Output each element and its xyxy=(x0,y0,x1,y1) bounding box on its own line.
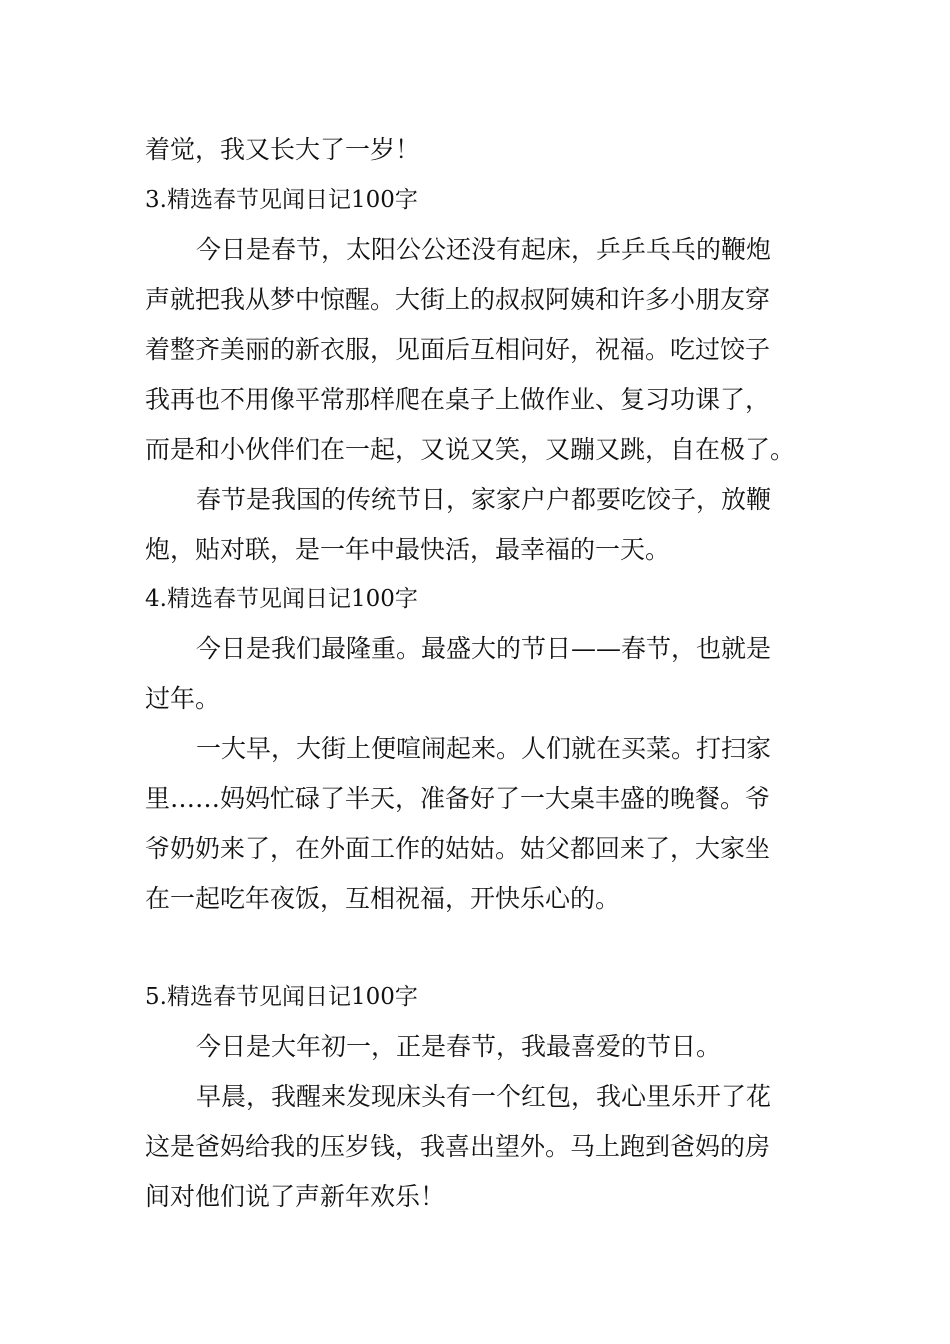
paragraph-line: 炮，贴对联，是一年中最快活，最幸福的一天。 xyxy=(145,535,671,564)
paragraph-line: 声就把我从梦中惊醒。大街上的叔叔阿姨和许多小朋友穿 xyxy=(145,285,771,314)
paragraph-line: 今日是春节，太阳公公还没有起床，乒乒乓乓的鞭炮 xyxy=(196,235,772,264)
paragraph-line: 今日是大年初一，正是春节，我最喜爱的节日。 xyxy=(196,1032,722,1061)
paragraph-line: 间对他们说了声新年欢乐！ xyxy=(145,1182,446,1211)
paragraph-line: 一大早，大街上便喧闹起来。人们就在买菜。打扫家 xyxy=(196,734,772,763)
paragraph-line: 春节是我国的传统节日，家家户户都要吃饺子，放鞭 xyxy=(196,485,772,514)
paragraph-line: 早晨，我醒来发现床头有一个红包，我心里乐开了花 xyxy=(196,1082,772,1111)
paragraph-line: 过年。 xyxy=(145,684,221,713)
paragraph-line: 着觉，我又长大了一岁！ xyxy=(145,135,421,164)
section-heading-4: 4.精选春节见闻日记100字 xyxy=(145,586,418,612)
paragraph-line: 这是爸妈给我的压岁钱，我喜出望外。马上跑到爸妈的房 xyxy=(145,1132,771,1161)
paragraph-line: 而是和小伙伴们在一起，又说又笑，又蹦又跳，自在极了。 xyxy=(145,435,796,464)
paragraph-line: 我再也不用像平常那样爬在桌子上做作业、复习功课了， xyxy=(145,385,771,414)
section-heading-5: 5.精选春节见闻日记100字 xyxy=(145,984,418,1010)
paragraph-line: 里……妈妈忙碌了半天，准备好了一大桌丰盛的晚餐。爷 xyxy=(145,784,771,813)
paragraph-line: 今日是我们最隆重。最盛大的节日——春节，也就是 xyxy=(196,634,772,663)
paragraph-line: 着整齐美丽的新衣服，见面后互相问好，祝福。吃过饺子 xyxy=(145,335,771,364)
paragraph-line: 爷奶奶来了，在外面工作的姑姑。姑父都回来了，大家坐 xyxy=(145,834,771,863)
section-heading-3: 3.精选春节见闻日记100字 xyxy=(145,187,418,213)
paragraph-line: 在一起吃年夜饭，互相祝福，开快乐心的。 xyxy=(145,884,621,913)
